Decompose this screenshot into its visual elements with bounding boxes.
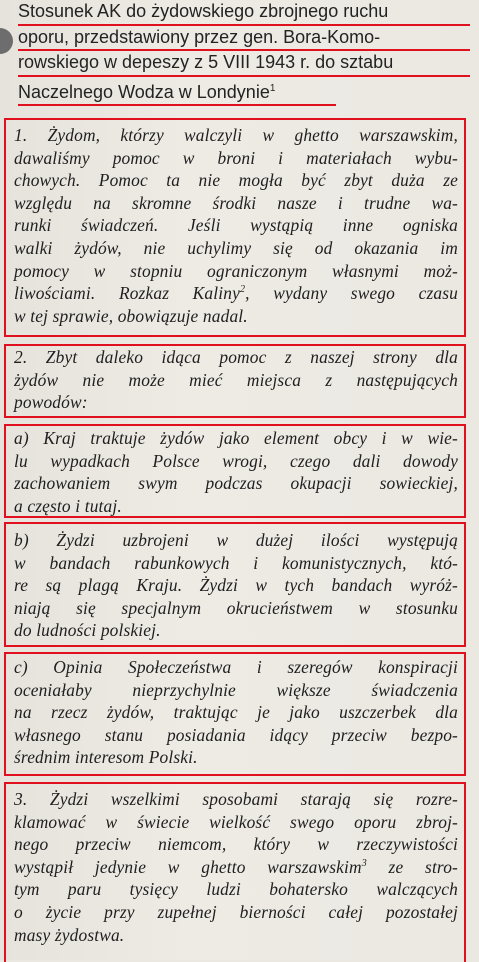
paragraph-a [14,427,458,517]
text-line: w bandach rabunkowych i komunistycznych, któ- [14,552,458,573]
title-line: oporu, przedstawiony przez gen. Bora-Komo- [18,26,470,52]
text-line: chowych. Pomoc ta nie mogła być zbyt duża ze [14,170,458,191]
text-line: zachowaniem swym podczas okupacji sowieckiej, [14,473,458,494]
paragraph-3 [14,788,458,946]
text-line [14,282,458,305]
text-line: 2. Zbyt daleko idąca pomoc z naszej strony dla [14,347,458,367]
text-line: własnego stanu posiadania idący przeciw bezpo- [14,724,458,745]
title-line: rowskiego w depeszy z 5 VIII 1943 r. do sztabu [18,51,470,77]
text-line: lu wypadkach Polsce wrogi, czego dali dowody [14,450,458,471]
footnote-marker: 2 [239,284,246,296]
text-line: re są plagą Kraju. Żydzi w tych bandach wyróż- [14,575,458,596]
paragraph-1 [14,124,458,327]
text-segment: liwościami. Rozkaz Kaliny [14,283,240,304]
text-line: dawaliśmy pomoc w broni i materiałach wybu- [14,147,458,168]
text-line: średnim interesom Polski. [14,747,198,768]
text-line: oceniałaby nieprzychylnie większe świadczenia [14,679,458,700]
text-line [14,856,458,879]
document-title [18,0,474,106]
paragraph-2 [14,346,458,414]
text-line: o życie przy zupełnej bierności całej pozostałej [14,901,458,922]
text-line: powodów: [14,392,88,413]
text-segment: , wydany swego czasu [245,283,459,304]
text-line: b) Żydzi uzbrojeni w dużej ilości występują [14,530,458,550]
text-line: pomocy w stopniu ograniczonym własnymi moż- [14,260,458,281]
text-line: 1. Żydom, którzy walczyli w ghetto warszawskim, [14,125,458,145]
paragraph-b [14,529,458,642]
title-line-text: Naczelnego Wodza w Londynie [18,81,270,102]
text-segment: wystąpił jedynie w ghetto warszawskim [14,856,362,877]
footnote-marker: 3 [361,857,367,869]
text-line: niają się specjalnym okrucieństwem w stosunku [14,597,458,618]
text-line: żydów nie może mieć miejsca z następujących [14,369,458,390]
text-line: walki żydów, nie uchylimy się od okazania im [14,237,458,258]
text-line: a często i tutaj. [14,495,122,516]
text-segment: ze stro- [366,856,458,877]
text-line: klamować w świecie wielkość swego oporu zbroj- [14,811,458,832]
text-line: na rzecz żydów, traktując je jako uszczerbek dla [14,702,458,723]
text-line: runki świadczeń. Jeśli wystąpią inne ogniska [14,215,458,236]
title-line: Stosunek AK do żydowskiego zbrojnego ruchu [18,0,470,26]
title-line [18,77,336,107]
text-line: względu na skromne środki nasze i trudne wa- [14,192,458,213]
footnote-marker: 1 [269,82,276,94]
text-line: nego przeciw niemcom, który w rzeczywistości [14,834,458,855]
text-line: 3. Żydzi wszelkimi sposobami starają się rozre- [14,789,458,809]
paragraph-c [14,656,458,769]
section-marker [0,28,13,54]
text-line: w tej sprawie, obowiązuje nadal. [14,305,248,326]
text-line: masy żydostwa. [14,924,125,945]
text-line: do ludności polskiej. [14,620,161,641]
text-line: c) Opinia Społeczeństwa i szeregów konspiracji [14,657,458,677]
text-line: tym paru tysięcy ludzi bohatersko walczących [14,879,458,900]
text-line: a) Kraj traktuje żydów jako element obcy i w wie- [14,428,458,448]
